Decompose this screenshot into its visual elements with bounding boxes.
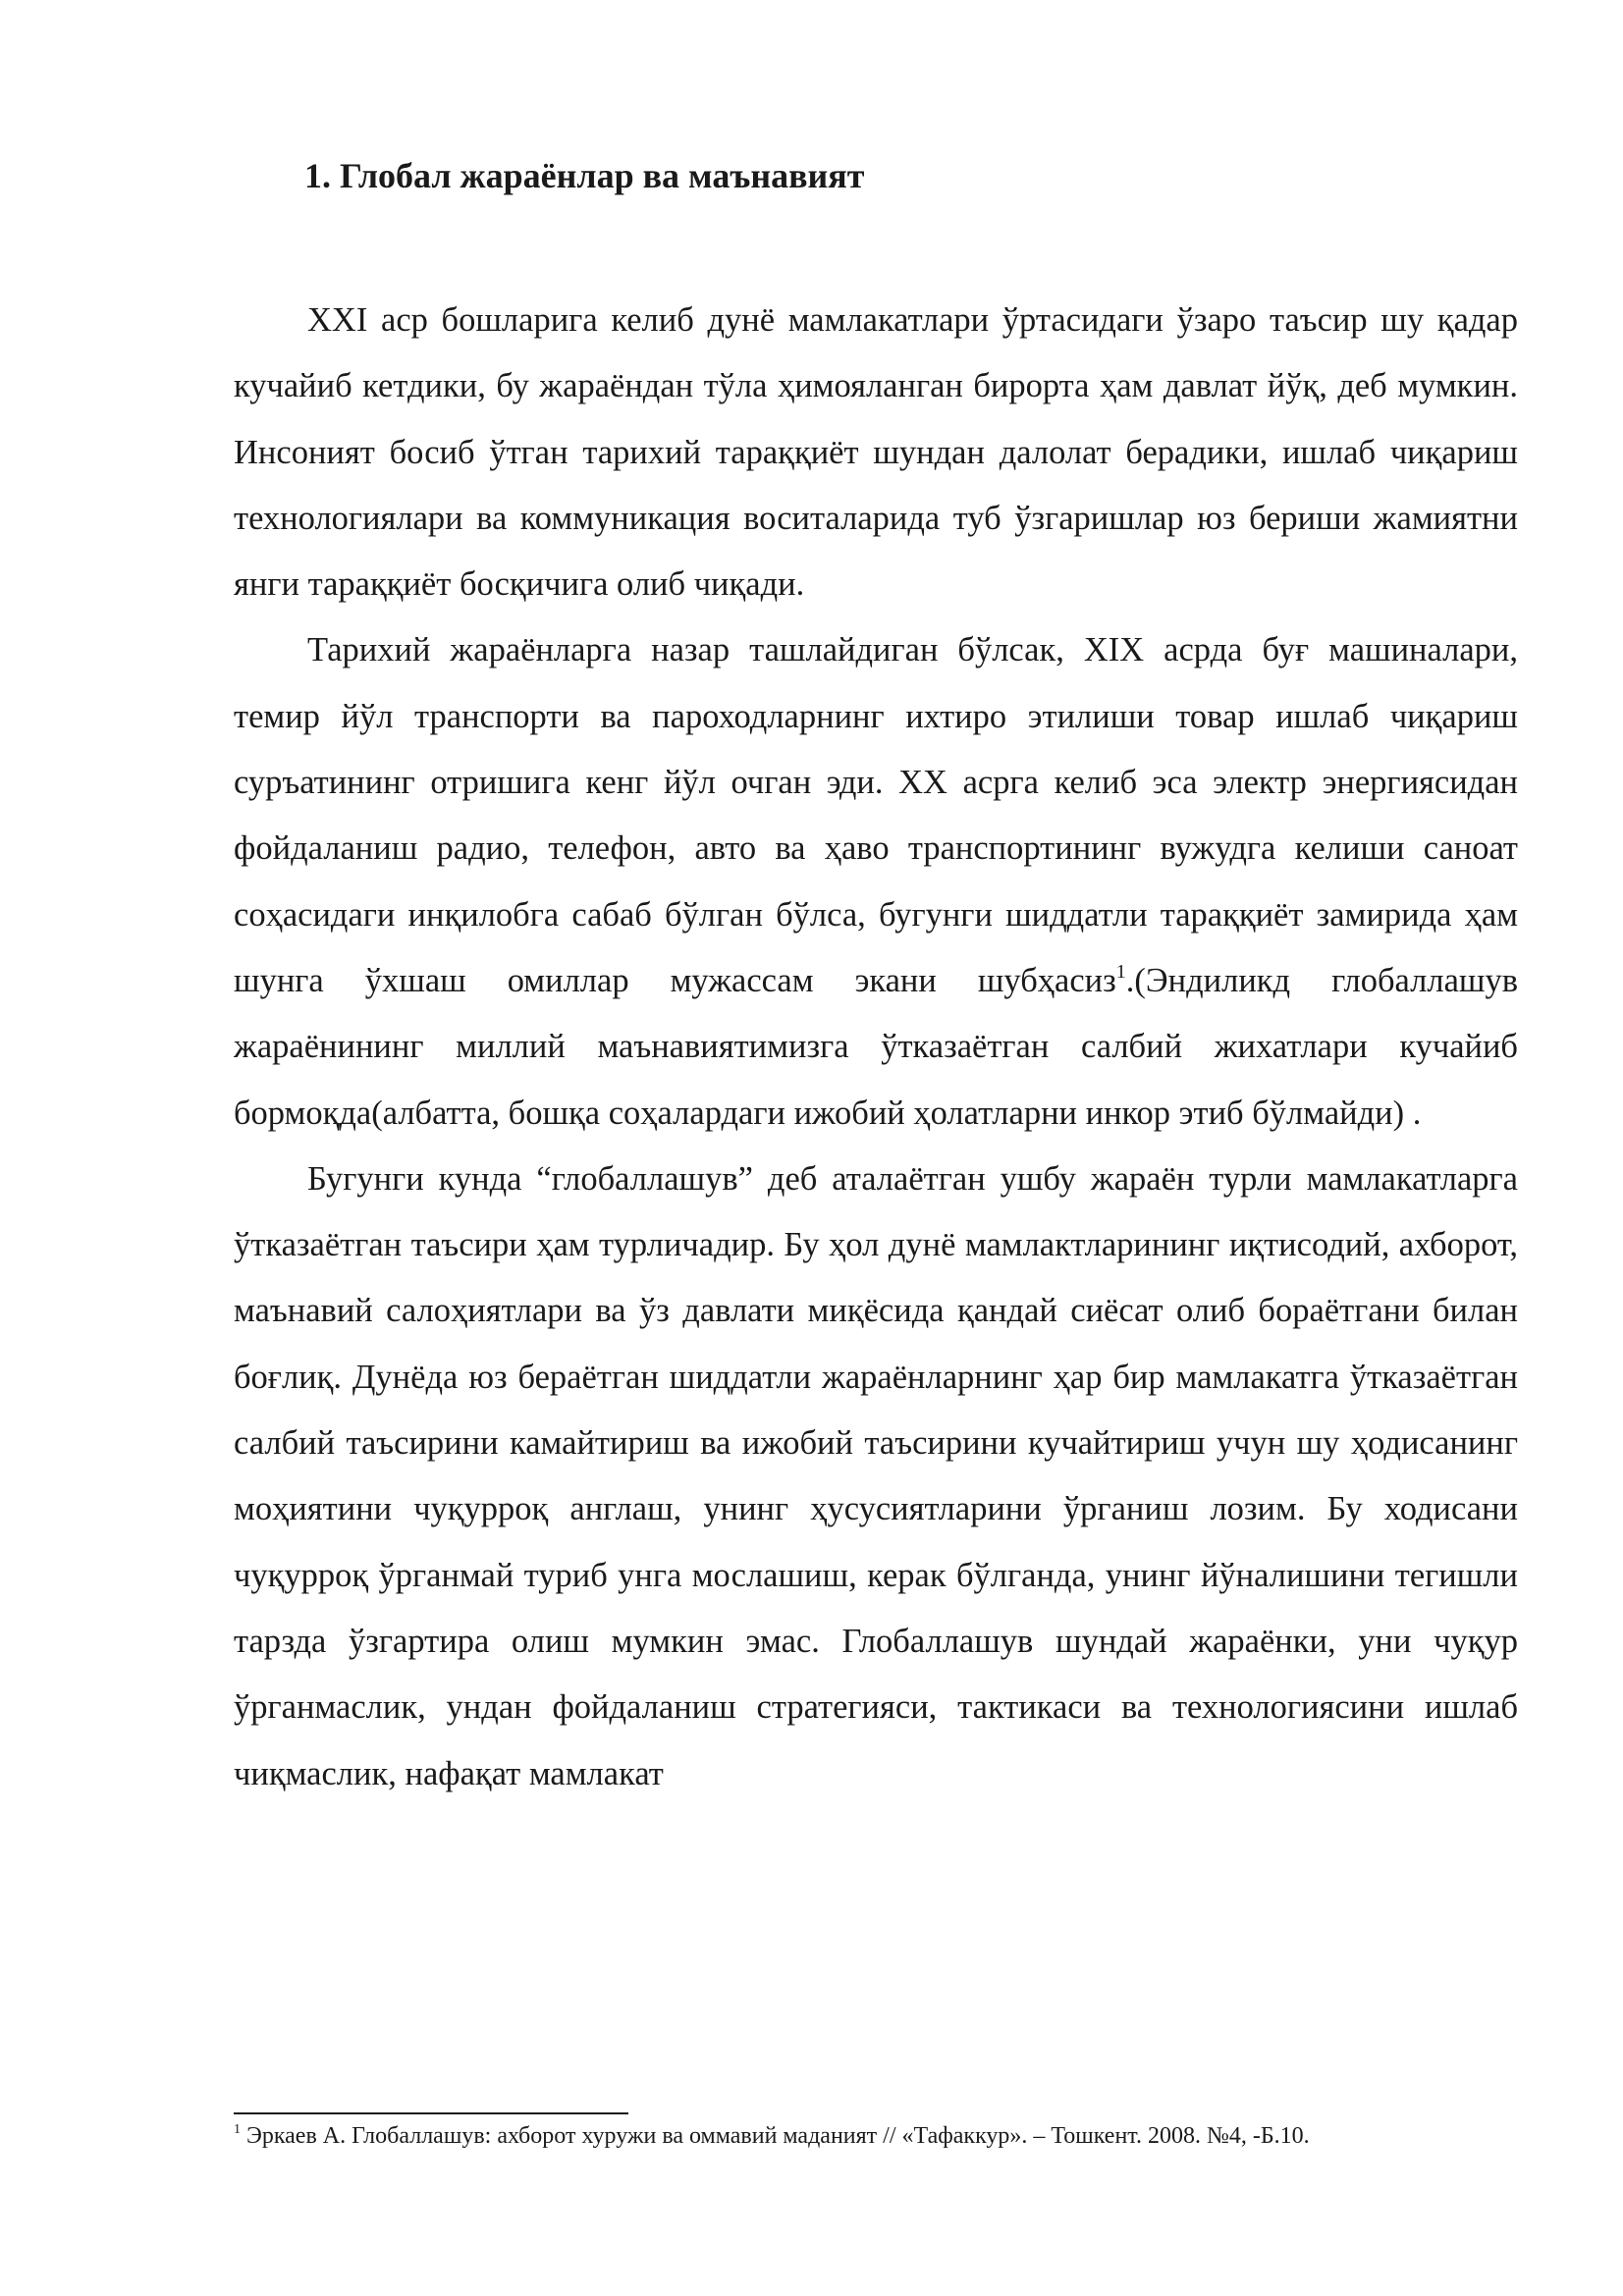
section-heading: 1. Глобал жараёнлар ва маънавият (304, 156, 865, 195)
body-text (234, 288, 1518, 1807)
paragraph-2-text-after: .(Эндиликд глобаллашув жараёнининг миллий маънавиятимизга ўтказаётган салбий жихатлари кучайиб бормоқда(албатта, бошқа соҳалардаги ижобий ҳолатларни инкор этиб бўлмайди) . (234, 961, 1519, 1132)
footnote-reference: 1 (1115, 960, 1126, 983)
footnote-number: 1 (234, 2122, 241, 2137)
paragraph-2-text-before: Тарихий жараёнларга назар ташлайдиган бўлсак, XIX асрда буғ машиналари, темир йўл транспорти ва пароходларнинг ихтиро этилиши товар ишлаб чиқариш суръатининг отришига кенг йўл очган эди. XX асрга келиб эса электр энергиясидан фойдаланиш радио, телефон, авто ва ҳаво транспортининг вужудга келиши саноат соҳасидаги инқилобга сабаб бўлган бўлса, бугунги шиддатли тараққиёт замирида ҳам шунга ўхшаш омиллар мужассам экани шубҳасиз (234, 631, 1518, 999)
paragraph-3: Бугунги кунда “глобаллашув” деб аталаётган ушбу жараён турли мамлакатларга ўтказаётган таъсири ҳам турличадир. Бу ҳол дунё мамлактларининг иқтисодий, ахборот, маънавий салоҳиятлари ва ўз давлати миқёсида қандай сиёсат олиб бораётгани билан боғлиқ. Дунёда юз бераётган шиддатли жараёнларнинг ҳар бир мамлакатга ўтказаётган салбий таъсирини камайтириш ва ижобий таъсирини кучайтириш учун шу ҳодисанинг моҳиятини чуқурроқ англаш, унинг ҳусусиятларини ўрганиш лозим. Бу ходисани чуқурроқ ўрганмай туриб унга мослашиш, керак бўлганда, унинг йўналишини тегишли тарзда ўзгартира олиш мумкин эмас. Глобаллашув шундай жараёнки, уни чуқур ўрганмаслик, ундан фойдаланиш стратегияси, тактикаси ва технологиясини ишлаб чиқмаслик, нафақат мамлакат (234, 1159, 1518, 1792)
footnote-text: Эркаев А. Глобаллашув: ахборот хуружи ва оммавий маданият // «Тафаккур». – Тошкент. 2008. №4, -Б.10. (241, 2123, 1310, 2149)
paragraph-1: XXI аср бошларига келиб дунё мамлакатлари ўртасидаги ўзаро таъсир шу қадар кучайиб кетдики, бу жараёндан тўла ҳимояланган бирорта ҳам давлат йўқ, деб мумкин. Инсоният босиб ўтган тарихий тараққиёт шундан далолат берадики, ишлаб чиқариш технологиялари ва коммуникация воситаларида туб ўзгаришлар юз бериши жамиятни янги тараққиёт босқичига олиб чиқади. (234, 301, 1518, 604)
paragraph-2 (234, 617, 1518, 1146)
footnote-separator (234, 2112, 628, 2114)
footnote (234, 2120, 1530, 2152)
